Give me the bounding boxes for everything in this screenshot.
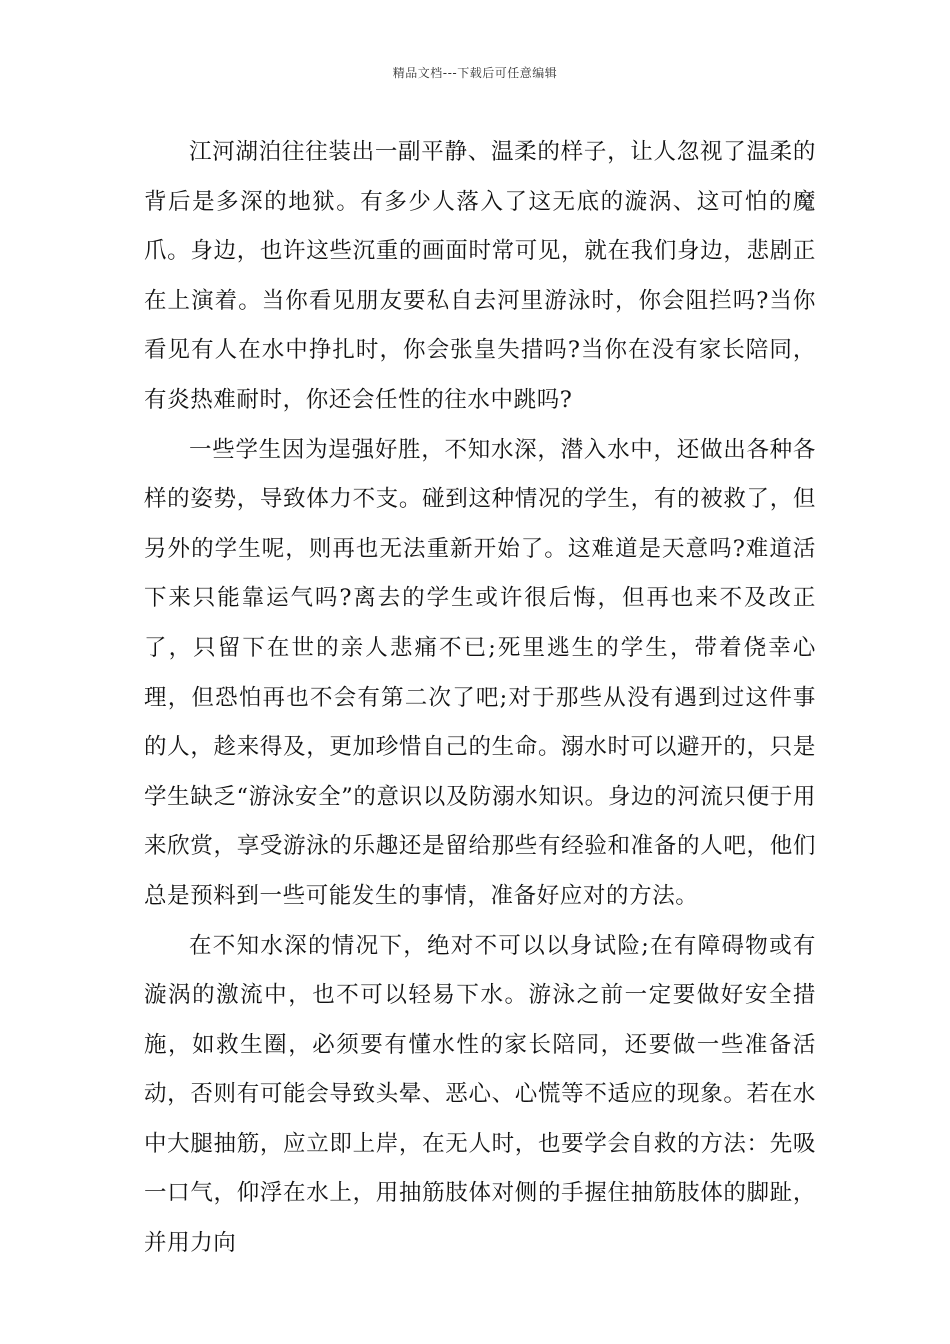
page-header: 精品文档---下载后可任意编辑 [392, 66, 558, 80]
paragraph-3: 在不知水深的情况下，绝对不可以以身试险;在有障碍物或有漩涡的激流中，也不可以轻易下水。游泳之前一定要做好安全措施，如救生圈，必须要有懂水性的家长陪同，还要做一些准备活动，否则有可能会导致头晕、恶心、心慌等不适应的现象。若在水中大腿抽筋，应立即上岸，在无人时，也要学会自救的方法：先吸一口气，仰浮在水上，用抽筋肢体对侧的手握住抽筋肢体的脚趾，并用力向 [144, 932, 816, 1257]
paragraph-1: 江河湖泊往往装出一副平静、温柔的样子，让人忽视了温柔的背后是多深的地狱。有多少人落入了这无底的漩涡、这可怕的魔爪。身边，也许这些沉重的画面时常可见，就在我们身边，悲剧正在上演着。当你看见朋友要私自去河里游泳时，你会阻拦吗?当你看见有人在水中挣扎时，你会张皇失措吗?当你在没有家长陪同，有炎热难耐时，你还会任性的往水中跳吗? [144, 139, 816, 413]
paragraph-2: 一些学生因为逞强好胜，不知水深，潜入水中，还做出各种各样的姿势，导致体力不支。碰到这种情况的学生，有的被救了，但另外的学生呢，则再也无法重新开始了。这难道是天意吗?难道活下来只能靠运气吗?离去的学生或许很后悔，但再也来不及改正了，只留下在世的亲人悲痛不已;死里逃生的学生，带着侥幸心理，但恐怕再也不会有第二次了吧;对于那些从没有遇到过这件事的人，趁来得及，更加珍惜自己的生命。溺水时可以避开的，只是学生缺乏“游泳安全”的意识以及防溺水知识。身边的河流只便于用来欣赏，享受游泳的乐趣还是留给那些有经验和准备的人吧，他们总是预料到一些可能发生的事情，准备好应对的方法。 [144, 436, 816, 909]
document-body [144, 128, 816, 1269]
